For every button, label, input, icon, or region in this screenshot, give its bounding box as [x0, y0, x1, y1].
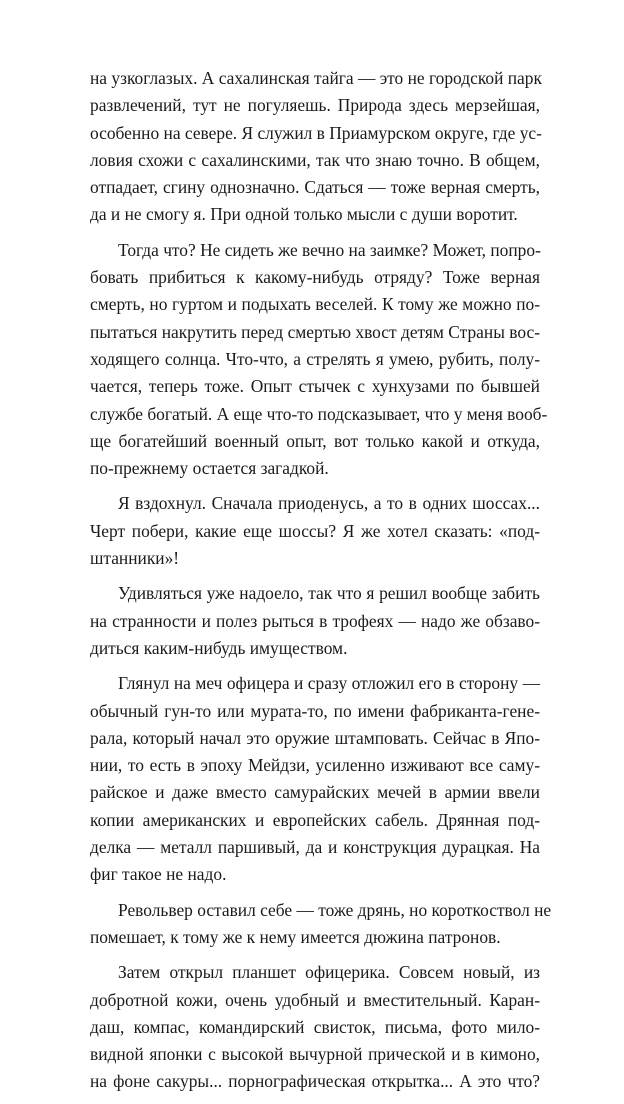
- text-line: диться каким-нибудь имуществом.: [90, 637, 348, 658]
- text-line: смерть, но гуртом и подыхать веселей. К тому же можно по-: [90, 294, 540, 315]
- text-line: копии американских и европейских сабель. Дрянная под-: [90, 809, 540, 830]
- text-line: Затем открыл планшет офицерика. Совсем новый, из: [118, 962, 540, 983]
- text-line: рала, который начал это оружие штамповать. Сейчас в Япо-: [90, 727, 540, 748]
- text-line: отпадает, сгину однозначно. Сдаться — тоже верная смерть,: [90, 177, 540, 198]
- text-line: на узкоглазых. А сахалинская тайга — это не городской парк: [90, 68, 542, 88]
- text-line: развлечений, тут не погуляешь. Природа здесь мерзейшая,: [90, 95, 540, 116]
- text-line: по-прежнему остается загадкой.: [90, 458, 329, 479]
- text-line: службе богатый. А еще что-то подсказывает, что у меня вооб-: [90, 403, 548, 424]
- paragraph-4: [90, 580, 540, 662]
- text-line: даш, компас, командирский свисток, письма, фото мило-: [90, 1016, 540, 1037]
- paragraph-2: [90, 237, 548, 483]
- text-line: чается, теперь тоже. Опыт стычек с хунхузами по бывшей: [90, 376, 540, 397]
- paragraph-3: [90, 490, 540, 572]
- text-line: Револьвер оставил себе — тоже дрянь, но короткоствол не: [118, 899, 552, 920]
- text-line: Удивляться уже надоело, так что я решил вообще забить: [118, 583, 540, 604]
- text-line: пытаться накрутить перед смертью хвост детям Страны вос-: [90, 321, 540, 342]
- text-line: фиг такое не надо.: [90, 864, 227, 885]
- text-line: делка — металл паршивый, да и конструкция дурацкая. На: [90, 837, 540, 858]
- text-line: видной японки с высокой вычурной прической и в кимоно,: [90, 1044, 540, 1065]
- book-page: [90, 65, 552, 1104]
- text-line: добротной кожи, очень удобный и вместительный. Каран-: [90, 989, 540, 1010]
- text-line: на фоне сакуры... порнографическая открытка... А это что?: [90, 1071, 540, 1092]
- text-line: особенно на севере. Я служил в Приамурском округе, где ус-: [90, 122, 542, 143]
- text-line: обычный гун-то или мурата-то, по имени фабриканта-гене-: [90, 700, 540, 721]
- text-line: ходящего солнца. Что-что, а стрелять я умею, рубить, полу-: [90, 348, 540, 369]
- text-line: Черт побери, какие еще шоссы? Я же хотел сказать: «под-: [90, 520, 540, 541]
- text-line: штанники»!: [90, 548, 180, 569]
- text-line: Тогда что? Не сидеть же вечно на заимке? Может, попро-: [118, 239, 541, 260]
- text-line: райское и даже вместо самурайских мечей в армии ввели: [90, 782, 540, 803]
- text-line: да и не смогу я. При одной только мысли с души воротит.: [90, 204, 518, 225]
- text-line: Глянул на меч офицера и сразу отложил его в сторону —: [118, 673, 540, 694]
- paragraph-1: [90, 65, 540, 229]
- text-line: ще богатейший военный опыт, вот только какой и откуда,: [90, 430, 540, 451]
- paragraph-5: [90, 670, 540, 888]
- paragraph-7: [90, 959, 540, 1095]
- text-line: помешает, к тому же к нему имеется дюжина патронов.: [90, 926, 501, 947]
- paragraph-6: [90, 897, 552, 952]
- text-line: ловия схожи с сахалинскими, так что знаю точно. В общем,: [90, 149, 540, 170]
- text-line: на странности и полез рыться в трофеях — надо же обзаво-: [90, 610, 540, 631]
- text-line: нии, то есть в эпоху Мейдзи, усиленно изживают все саму-: [90, 755, 540, 776]
- text-line: Я вздохнул. Сначала приоденусь, а то в одних шоссах...: [118, 493, 540, 514]
- text-line: бовать прибиться к какому-нибудь отряду? Тоже верная: [90, 267, 540, 288]
